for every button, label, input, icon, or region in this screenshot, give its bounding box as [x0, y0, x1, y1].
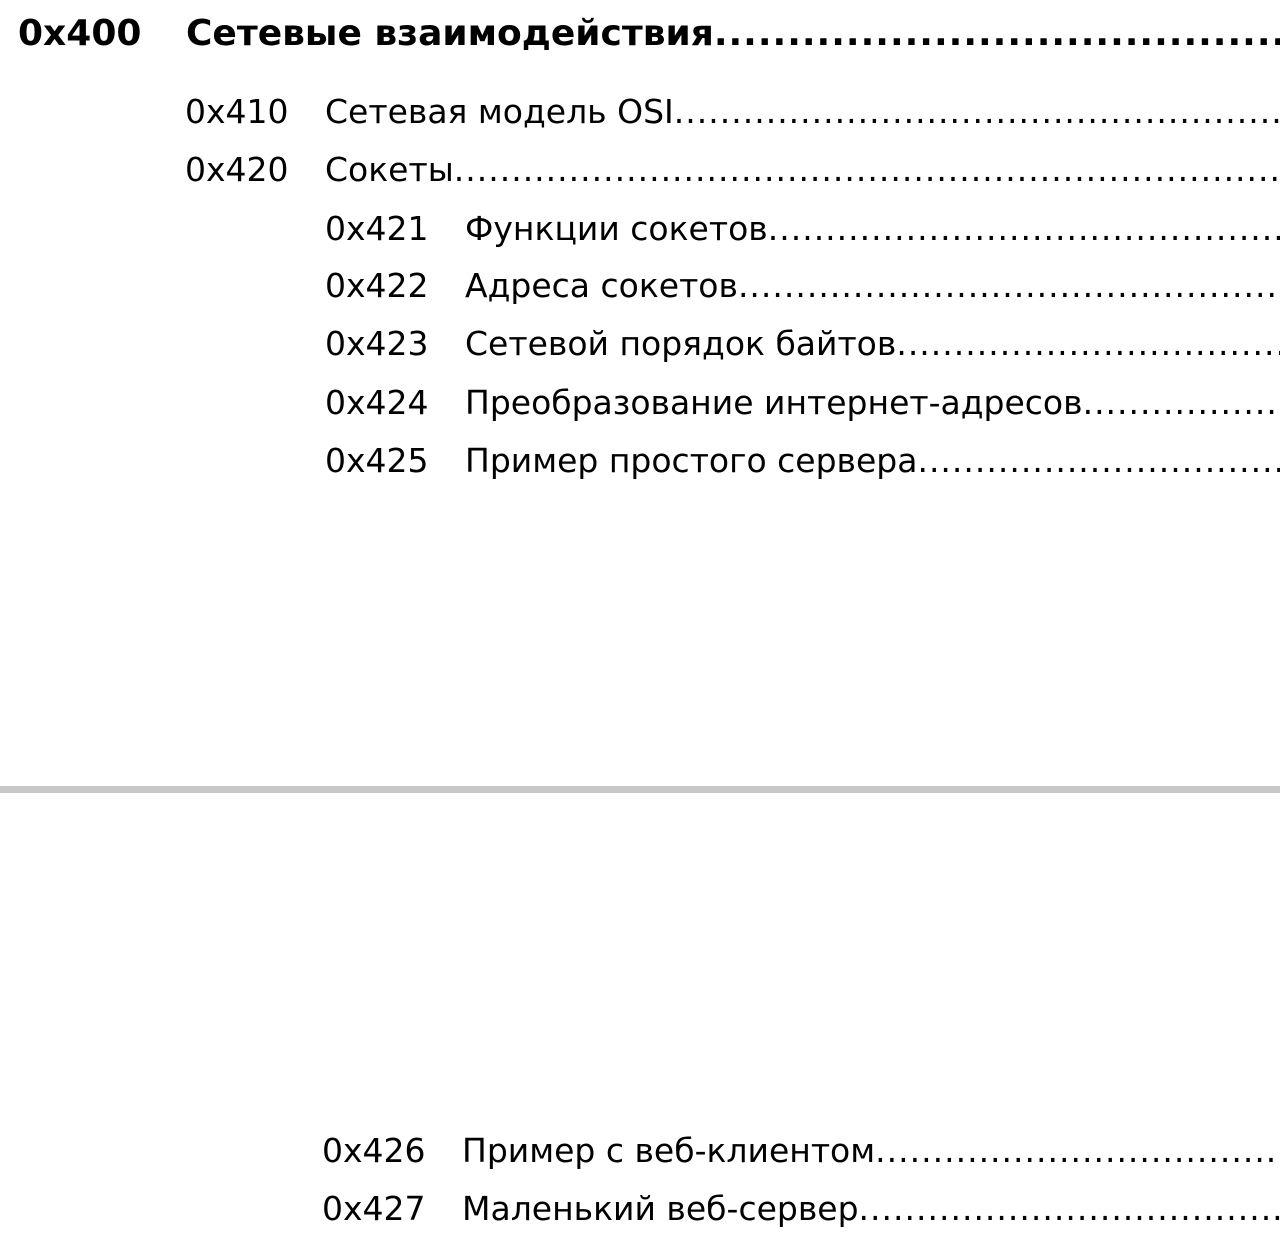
section-title: Сетевые взаимодействия [186, 13, 714, 54]
entry-number: 0x421 [325, 209, 429, 248]
dot-leader [875, 1127, 1280, 1175]
toc-entry-0x427[interactable] [322, 1185, 1280, 1233]
dot-leader [768, 205, 1280, 253]
entry-number: 0x410 [185, 92, 289, 131]
entry-title: Функции сокетов [465, 209, 768, 248]
toc-entry-0x410[interactable] [185, 88, 1280, 136]
toc-entry-0x425[interactable] [325, 437, 1280, 485]
entry-number: 0x425 [325, 441, 429, 480]
entry-title: Адреса сокетов [465, 266, 738, 305]
section-number: 0x400 [18, 13, 142, 54]
dot-leader [674, 88, 1280, 136]
entry-number: 0x423 [325, 324, 429, 363]
page-divider [0, 786, 1280, 793]
entry-title: Сокеты [325, 150, 454, 189]
entry-title: Маленький веб-сервер [462, 1189, 859, 1228]
toc-entry-0x420[interactable] [185, 146, 1280, 194]
entry-title: Сетевой порядок байтов [465, 324, 897, 363]
toc-entry-0x424[interactable] [325, 379, 1280, 427]
toc-entry-0x421[interactable] [325, 205, 1280, 253]
toc-entry-0x426[interactable] [322, 1127, 1280, 1175]
dot-leader [714, 10, 1280, 58]
toc-entry-0x422[interactable] [325, 262, 1280, 310]
dot-leader [917, 437, 1280, 485]
dot-leader [859, 1185, 1280, 1233]
dot-leader [896, 320, 1280, 368]
entry-number: 0x424 [325, 383, 429, 422]
toc-entry-0x423[interactable] [325, 320, 1280, 368]
toc-section-0x400[interactable] [18, 10, 1280, 58]
entry-title: Преобразование интернет-адресов [465, 383, 1083, 422]
dot-leader [1083, 379, 1280, 427]
dot-leader [738, 262, 1280, 310]
entry-title: Пример простого сервера [465, 441, 918, 480]
entry-title: Сетевая модель OSI [325, 92, 674, 131]
dot-leader [454, 146, 1280, 194]
entry-number: 0x420 [185, 150, 289, 189]
entry-number: 0x426 [322, 1131, 426, 1170]
entry-title: Пример с веб-клиентом [462, 1131, 876, 1170]
entry-number: 0x422 [325, 266, 429, 305]
entry-number: 0x427 [322, 1189, 426, 1228]
